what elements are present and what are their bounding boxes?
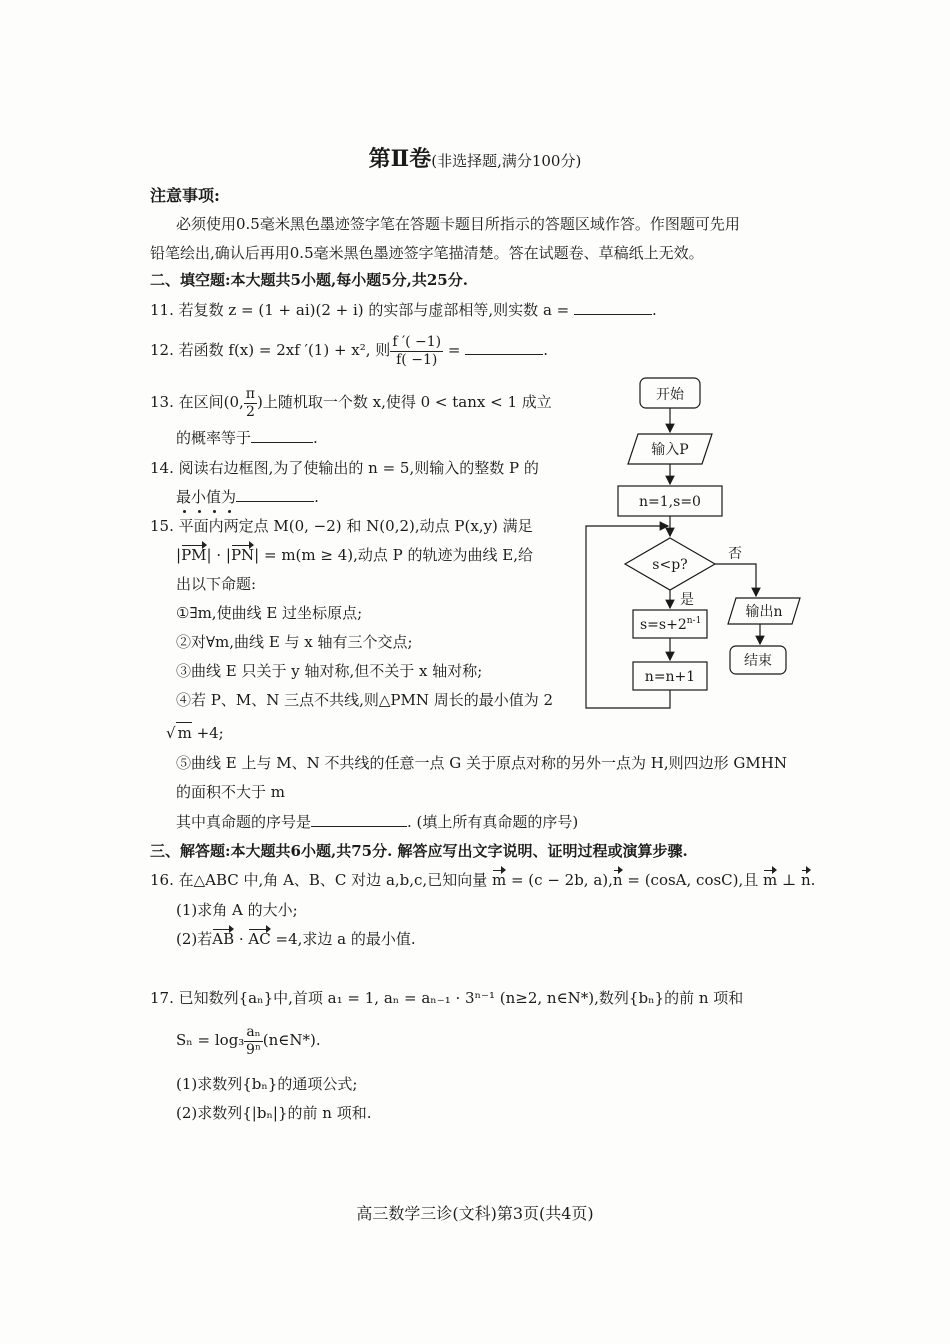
proposition-4-cont — [166, 722, 224, 743]
abs-open: | — [176, 546, 182, 564]
flow-no-branch — [715, 564, 756, 596]
section-title — [0, 142, 950, 173]
vector-ab: AB — [212, 930, 235, 948]
proposition-4-rest: +4; — [191, 724, 224, 742]
flow-end-label: 结束 — [744, 653, 772, 669]
q16-part-e: . — [810, 871, 816, 889]
flow-yes-label: 是 — [680, 592, 694, 608]
vector-n: n — [612, 871, 623, 889]
q17-frac-den: 9ⁿ — [246, 1041, 262, 1058]
flow-update-n-label: n=n+1 — [644, 669, 696, 685]
proposition-1: ①∃m,使曲线 E 过坐标原点; — [176, 604, 363, 622]
flow-update-s-sup: n-1 — [686, 616, 702, 626]
vector-pn: PN — [230, 546, 255, 564]
question-12 — [150, 332, 548, 369]
vector-ac: AC — [248, 930, 271, 948]
question-12-denominator: f( −1) — [396, 351, 438, 368]
section-title-sub: (非选择题,满分100分) — [431, 152, 582, 170]
flow-update-s-text: s=s+2 — [640, 617, 687, 633]
q17-domain: (n∈N*). — [262, 1031, 321, 1049]
question-14-line-1: 14. 阅读右边框图,为了使输出的 n = 5,则输入的整数 P 的 — [150, 459, 539, 477]
flow-no-label: 否 — [728, 546, 742, 562]
question-17-part-2: (2)求数列{|bₙ|}的前 n 项和. — [176, 1104, 372, 1122]
question-12-prefix: 12. 若函数 f(x) = 2xf ′(1) + x², 则 — [150, 341, 391, 359]
flow-start-label: 开始 — [656, 387, 684, 403]
notice-line-2: 铅笔绘出,确认后再用0.5毫米黑色墨迹签字笔描清楚。答在试题卷、草稿纸上无效。 — [150, 244, 704, 262]
proposition-3: ③曲线 E 只关于 y 轴对称,但不关于 x 轴对称; — [176, 662, 483, 680]
question-15-line-2-rest: | = m(m ≥ 4),动点 P 的轨迹为曲线 E,给 — [254, 546, 533, 564]
answer-blank-13[interactable] — [251, 428, 313, 443]
question-12-fraction — [390, 334, 443, 369]
emphasis-char: 最 — [176, 488, 192, 506]
question-17-stem: 17. 已知数列{aₙ}中,首项 a₁ = 1, aₙ = aₙ₋₁ · 3ⁿ⁻¹ (n≥2, n∈N*),数列{bₙ}的前 n 项和 — [150, 989, 744, 1007]
question-11-text: 11. 若复数 z = (1 + ai)(2 + i) 的实部与虚部相等,则实数 a = — [150, 301, 570, 319]
q16-part-a: 16. 在△ABC 中,角 A、B、C 对边 a,b,c,已知向量 — [150, 871, 492, 889]
question-13-pi-den: 2 — [245, 403, 255, 420]
answer-blank-15[interactable] — [311, 812, 407, 827]
q16-p2-c: =4,求边 a 的最小值. — [270, 930, 416, 948]
question-16-part-1: (1)求角 A 的大小; — [176, 901, 298, 919]
section-title-main: 第Ⅱ卷 — [368, 146, 432, 172]
flow-input-label: 输入P — [651, 442, 689, 458]
q16-part-b: = (c − 2b, a), — [506, 871, 613, 889]
notice-heading: 注意事项: — [150, 186, 220, 205]
question-15-line-2 — [176, 545, 533, 565]
question-15-answer — [176, 812, 578, 832]
proposition-2: ②对∀m,曲线 E 与 x 轴有三个交点; — [176, 633, 413, 651]
answer-blank-11[interactable] — [574, 300, 652, 315]
vector-m: m — [491, 871, 507, 889]
emphasis-char: 小 — [191, 488, 207, 506]
q17-fraction — [244, 1024, 262, 1059]
question-13 — [150, 384, 552, 421]
question-13-pi-num: π — [245, 385, 255, 402]
q17-log: Sₙ = log₃ — [176, 1031, 245, 1049]
q16-p2-b: · — [234, 930, 249, 948]
question-17-sum — [176, 1021, 321, 1059]
vector-m: m — [763, 871, 778, 889]
question-13-line-2-text: 的概率等于 — [176, 429, 252, 447]
question-13-end: . — [313, 429, 318, 447]
question-16-stem — [150, 870, 815, 890]
answer-blank-14[interactable] — [236, 487, 314, 502]
question-12-end: . — [543, 341, 549, 359]
section-2-heading: 二、填空题:本大题共5小题,每小题5分,共25分. — [150, 271, 468, 289]
question-13-pi-fraction — [244, 386, 257, 421]
proposition-4: ④若 P、M、N 三点不共线,则△PMN 周长的最小值为 2 — [176, 691, 554, 709]
emphasis-char: 为 — [221, 488, 237, 506]
vector-n: n — [800, 871, 811, 889]
question-13-line-2 — [176, 428, 318, 448]
question-11-end: . — [652, 301, 657, 319]
question-15-answer-label: 其中真命题的序号是 — [176, 813, 312, 831]
question-12-suffix: = — [447, 341, 461, 359]
question-15-line-3: 出以下命题: — [176, 575, 257, 593]
sqrt-radicand: m — [177, 724, 192, 742]
question-17-part-1: (1)求数列{bₙ}的通项公式; — [176, 1075, 358, 1093]
question-13-suffix: )上随机取一个数 x,使得 0 < tanx < 1 成立 — [257, 393, 552, 411]
section-3-heading: 三、解答题:本大题共6小题,共75分. 解答应写出文字说明、证明过程或演算步骤. — [150, 842, 688, 860]
question-14-line-2 — [176, 487, 319, 507]
emphasis-char: 值 — [206, 488, 222, 506]
q16-part-c: = (cosA, cosC),且 — [622, 871, 764, 889]
question-16-part-2 — [176, 929, 416, 949]
question-15-answer-note: . (填上所有真命题的序号) — [407, 813, 579, 831]
proposition-5: ⑤曲线 E 上与 M、N 不共线的任意一点 G 关于原点对称的另外一点为 H,则四边形 GMHN — [176, 754, 787, 772]
vector-pm: PM — [181, 546, 207, 564]
flow-init-label: n=1,s=0 — [639, 494, 701, 510]
question-12-numerator: f ′( −1) — [392, 333, 442, 350]
q16-part-d: ⊥ — [777, 871, 801, 889]
flow-output-label: 输出n — [745, 604, 783, 620]
flowchart — [580, 372, 900, 742]
q16-p2-a: (2)若 — [176, 930, 213, 948]
q17-frac-num: aₙ — [246, 1023, 261, 1040]
notice-line-1: 必须使用0.5毫米黑色墨迹签字笔在答题卡题目所指示的答题区域作答。作图题可先用 — [176, 215, 740, 233]
flow-update-s-label — [640, 616, 701, 633]
question-15-line-1: 15. 平面内两定点 M(0, −2) 和 N(0,2),动点 P(x,y) 满足 — [150, 517, 533, 535]
question-11 — [150, 300, 657, 320]
answer-blank-12[interactable] — [465, 340, 543, 355]
question-14-end: . — [314, 488, 319, 506]
abs-mid: | · | — [206, 546, 231, 564]
proposition-5-cont: 的面积不大于 m — [176, 783, 285, 801]
question-13-prefix: 13. 在区间(0, — [150, 393, 244, 411]
flow-decision-label: s<p? — [652, 557, 688, 573]
sqrt-sign: √ — [166, 724, 176, 742]
page-footer: 高三数学三诊(文科)第3页(共4页) — [356, 1204, 594, 1223]
